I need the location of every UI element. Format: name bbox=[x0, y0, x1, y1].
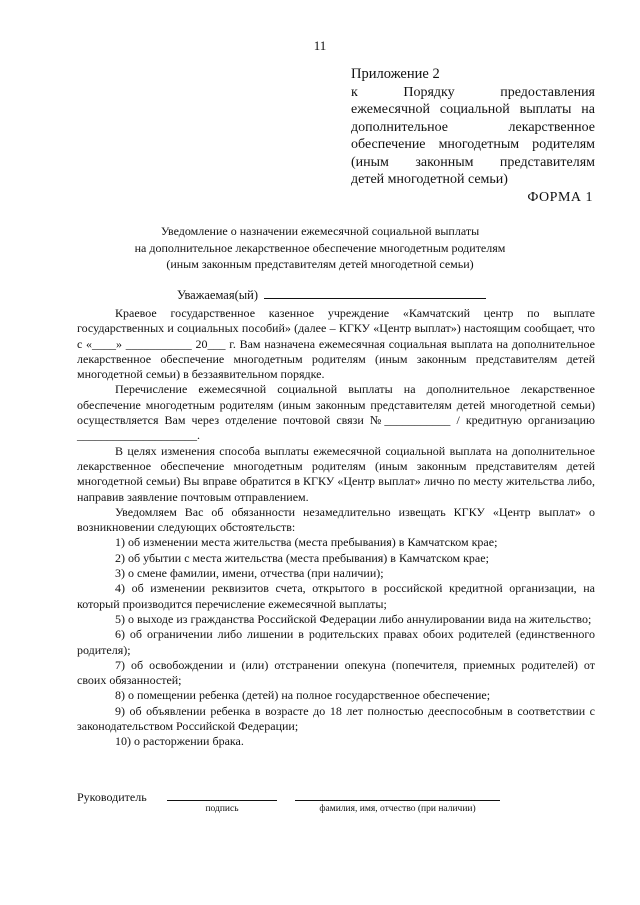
appendix-line: к Порядку предоставления bbox=[351, 84, 595, 100]
paragraph: Уведомляем Вас об обязанности незамедлительно извещать КГКУ «Центр выплат» о возникновении следующих обстоятельств: bbox=[77, 504, 595, 535]
paragraph: Краевое государственное казенное учреждение «Камчатский центр по выплате государственных и социальных пособий» (далее – КГКУ «Центр выплат») настоящим сообщает, что с «____» ___________ 20___ г. Вам назначена ежемесячная социальная выплата на дополнительное лекарственное обеспечение многодетным родителям (иным законным представителям детей многодетной семьи) в беззаявительном порядке. bbox=[77, 306, 595, 382]
signature-label: Руководитель bbox=[77, 790, 147, 804]
salutation-text: Уважаемая(ый) bbox=[177, 288, 258, 302]
signature-line bbox=[167, 800, 277, 801]
list-item: 9) об объявлении ребенка в возрасте до 18 лет полностью дееспособным в соответствии с законодательством Российской Федерации; bbox=[77, 703, 595, 734]
notice-title bbox=[0, 223, 640, 273]
name-caption: фамилия, имя, отчество (при наличии) bbox=[319, 804, 476, 814]
signature-caption: подпись bbox=[205, 804, 239, 814]
paragraph: Перечисление ежемесячной социальной выплаты на дополнительное лекарственное обеспечение многодетным родителям (иным законным представителям детей многодетной семьи) осуществляется Вам через отделение почтовой связи №___________ / кредитную организацию ____________________. bbox=[77, 382, 595, 443]
list-item: 1) об изменении места жительства (места пребывания) в Камчатском крае; bbox=[115, 535, 498, 550]
notice-title-line: Уведомление о назначении ежемесячной социальной выплаты bbox=[160, 224, 480, 238]
appendix-header bbox=[351, 66, 595, 189]
list-item: 10) о расторжении брака. bbox=[115, 734, 244, 749]
appendix-line: дополнительное лекарственное bbox=[351, 119, 595, 135]
list-item: 6) об ограничении либо лишении в родительских правах обоих родителей (единственного родителя); bbox=[77, 627, 595, 657]
list-item: 8) о помещении ребенка (детей) на полное государственное обеспечение; bbox=[115, 688, 491, 703]
paragraph: В целях изменения способа выплаты ежемесячной социальной выплата на дополнительное лекарственное обеспечение многодетным родителям (иным законным представителям детей многодетной семьи) Вы вправе обратится в КГКУ «Центр выплат» лично по месту жительства либо, направив заявление почтовым отправлением. bbox=[77, 443, 595, 504]
notice-body bbox=[77, 306, 595, 750]
page-number: 11 bbox=[313, 38, 327, 53]
list-item: 4) об изменении реквизитов счета, открытого в российской кредитной организации, на который производится перечисление ежемесячной выплаты; bbox=[77, 581, 595, 611]
list-item: 5) о выходе из гражданства Российской Федерации либо аннулировании вида на жительство; bbox=[115, 611, 592, 626]
salutation bbox=[177, 287, 486, 303]
form-label: ФОРМА 1 bbox=[527, 190, 593, 205]
appendix-line: детей многодетной семьи) bbox=[351, 172, 508, 187]
notice-title-line: на дополнительное лекарственное обеспечение многодетным родителям bbox=[134, 240, 506, 255]
notice-title-line: (иным законным представителям детей многодетной семьи) bbox=[166, 257, 474, 271]
recipient-name-blank bbox=[264, 287, 486, 299]
signature-block bbox=[77, 790, 597, 830]
appendix-line: обеспечение многодетным родителям bbox=[351, 137, 595, 152]
appendix-line: ежемесячной социальной выплаты на bbox=[351, 102, 595, 117]
appendix-title: Приложение 2 bbox=[351, 66, 440, 82]
appendix-line: (иным законным представителям bbox=[351, 154, 595, 170]
list-item: 7) об освобождении и (или) отстранении опекуна (попечителя, приемных родителей) от своих обязанностей; bbox=[77, 657, 595, 688]
name-line bbox=[295, 800, 500, 801]
list-item: 2) об убытии с места жительства (места пребывания) в Камчатском крае; bbox=[115, 550, 489, 565]
list-item: 3) о смене фамилии, имени, отчества (при наличии); bbox=[115, 566, 384, 581]
